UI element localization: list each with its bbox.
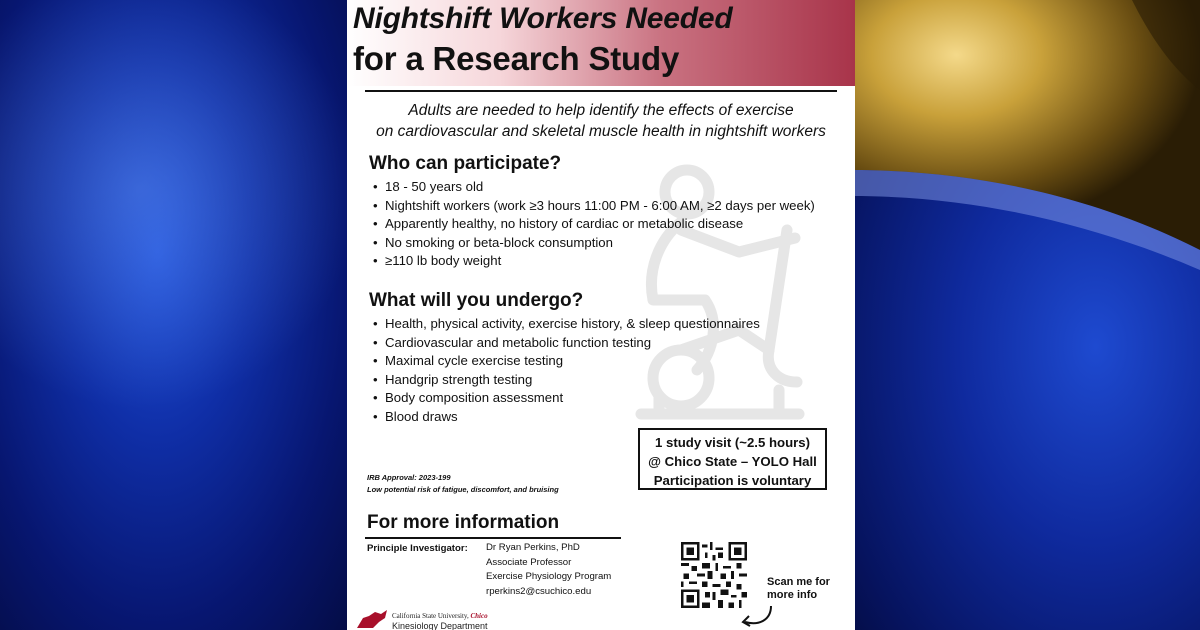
wildcat-logo-icon xyxy=(355,608,389,630)
list-item: • Apparently healthy, no history of cardiac or metabolic disease xyxy=(373,215,815,234)
background-glow xyxy=(0,0,350,630)
list-item: • Maximal cycle exercise testing xyxy=(373,352,760,371)
university-chico: Chico xyxy=(470,612,488,620)
what-list xyxy=(373,315,760,427)
list-item: • Nightshift workers (work ≥3 hours 11:00 PM - 6:00 AM, ≥2 days per week) xyxy=(373,197,815,216)
gold-swoosh-graphic xyxy=(852,0,1200,630)
list-item: • Body composition assessment xyxy=(373,389,760,408)
qr-code-icon[interactable] xyxy=(681,542,747,608)
divider-top xyxy=(365,90,837,92)
visit-line1: 1 study visit (~2.5 hours) xyxy=(655,435,810,450)
department-name: Kinesiology Department xyxy=(392,621,488,630)
list-item: • Handgrip strength testing xyxy=(373,371,760,390)
university-prefix: California State University, xyxy=(392,612,471,620)
scan-prompt xyxy=(767,576,830,602)
scan-line1: Scan me for xyxy=(767,576,830,588)
list-item: • ≥110 lb body weight xyxy=(373,252,815,271)
list-item: • Cardiovascular and metabolic function testing xyxy=(373,334,760,353)
list-item: • Blood draws xyxy=(373,408,760,427)
university-name xyxy=(392,612,488,620)
irb-risk: Low potential risk of fatigue, discomfort, and bruising xyxy=(367,485,559,494)
irb-notice xyxy=(367,472,559,496)
irb-approval: IRB Approval: 2023-199 xyxy=(367,473,451,482)
what-heading: What will you undergo? xyxy=(369,290,584,311)
list-item: • Health, physical activity, exercise history, & sleep questionnaires xyxy=(373,315,760,334)
flyer-title-line2: for a Research Study xyxy=(353,40,680,77)
flyer-subtitle xyxy=(347,100,855,142)
flyer-title-line1: Nightshift Workers Needed xyxy=(353,2,733,35)
scan-line2: more info xyxy=(767,589,818,601)
background-right xyxy=(852,0,1200,630)
pi-email[interactable]: rperkins2@csuchico.edu xyxy=(486,585,592,597)
who-heading: Who can participate? xyxy=(369,153,562,174)
flyer xyxy=(347,0,855,630)
list-item: • No smoking or beta-block consumption xyxy=(373,234,815,253)
list-item: • 18 - 50 years old xyxy=(373,178,815,197)
who-list xyxy=(373,178,815,271)
study-visit-box xyxy=(638,428,827,490)
subtitle-line2: on cardiovascular and skeletal muscle health in nightshift workers xyxy=(376,123,826,140)
subtitle-line1: Adults are needed to help identify the effects of exercise xyxy=(408,102,794,119)
pi-title: Associate Professor xyxy=(486,556,572,568)
visit-line3: Participation is voluntary xyxy=(653,473,812,488)
pi-name: Dr Ryan Perkins, PhD xyxy=(486,542,580,553)
divider-info xyxy=(365,537,621,539)
curved-arrow-icon xyxy=(737,604,777,630)
pi-label: Principle Investigator: xyxy=(367,543,468,554)
visit-line2: @ Chico State – YOLO Hall xyxy=(648,454,817,469)
pi-details xyxy=(486,541,611,599)
pi-program: Exercise Physiology Program xyxy=(486,571,612,582)
info-heading: For more information xyxy=(367,512,560,533)
